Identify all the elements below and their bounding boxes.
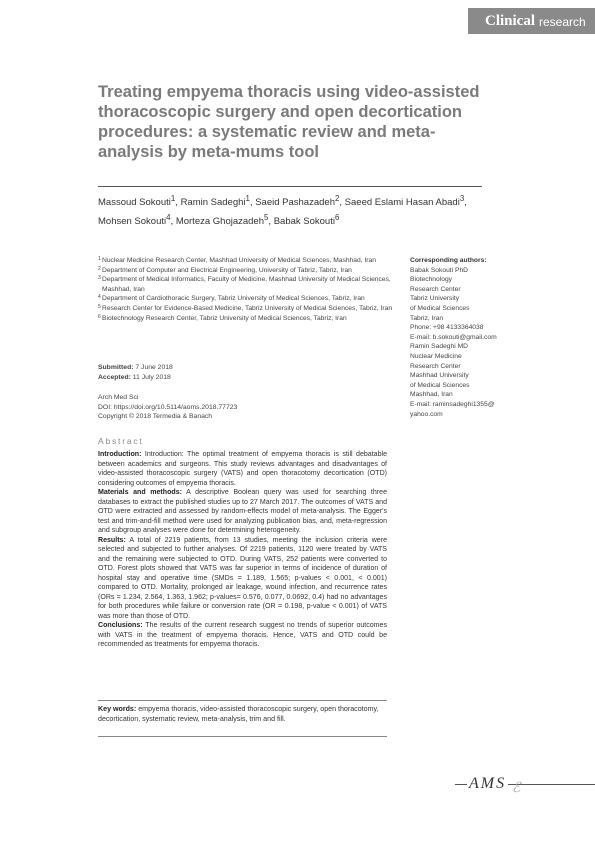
title-divider [98,186,482,187]
corresponding-line: Research Center [410,362,461,370]
abstract-section-introduction: Introduction: Introduction: The optimal treatment of empyema thoracis is still debatable between academics and surgeons. This study reviews advantages and disadvantages of video-assisted thoracoscopic surgery (VATS) and open thoracotomy decortication (OTD) considering outcomes of empyema thoracis. [98,451,387,487]
ams-logo-mark-icon: ℰ [512,781,521,796]
abstract-section-conclusions: Conclusions: The results of the current research suggest no trends of superior outcomes with VATS in the treatment of empyema thoracis. Hence, VATS and OTD could be recommended as treatments for empyema thoracis. [98,622,387,648]
abstract-heading: Abstract [98,436,144,446]
ams-logo: AMS [469,775,507,792]
corresponding-line: of Medical Sciences [410,304,470,312]
accepted-date: Accepted: 11 July 2018 [98,374,171,381]
affiliation-item: 2 Department of Computer and Electrical Engineering, University of Tabriz, Tabriz, Iran [98,265,352,274]
author: Saeed Eslami Hasan Abadi$^3$ [344,194,465,209]
corresponding-line: Biotechnology [410,276,453,284]
corresponding-line: Babak Sokouti PhD [410,266,468,274]
author: Babak Sokouti$^6$ [273,213,340,228]
abstract-body [98,450,387,650]
author: Massoud Sokouti$^1$ [98,194,176,209]
keywords-label: Key words: [98,705,137,713]
copyright: Copyright © 2018 Termedia & Banach [98,413,213,421]
corresponding-line: Ramin Sadeghi MD [410,343,468,351]
affiliations [98,256,398,323]
affiliation-item: 5 Research Center for Evidence-Based Medicine, Tabriz University of Medical Sciences, Tabriz, Iran [98,303,393,312]
author: Ramin Sadeghi$^1$ [180,194,250,209]
corresponding-line: Tabriz, Iran [410,314,444,322]
author: Mohsen Sokouti$^4$ [98,213,171,228]
keywords-divider-top [98,700,387,701]
section-label-research: research [539,15,586,29]
keywords-divider-bottom [98,736,387,737]
section-label-clinical: Clinical [485,13,536,29]
corresponding-line: Phone: +98 4133364038 [410,324,484,332]
journal-name: Arch Med Sci [98,394,139,401]
corresponding-authors [410,256,520,419]
doi-link[interactable]: DOI: https://doi.org/10.5114/aoms.2018.77723 [98,403,238,411]
corresponding-heading: Corresponding authors: [410,257,487,264]
affiliation-item: 3 Department of Medical Informatics, Faculty of Medicine, Mashhad University of Medical Sciences, Mashhad, Iran [98,275,391,293]
affiliation-item: 4 Department of Cardiothoracic Surgery, Tabriz University of Medical Sciences, Tabriz, Iran [98,294,365,303]
keywords [98,704,388,724]
author-list: Massoud Sokouti$^1$, Ramin Sadeghi$^1$, Saeid Pashazadeh$^2$, Saeed Eslami Hasan Abadi$^3$, Mohsen Sokouti$^4$, Morteza Ghojazadeh$^5$, Babak Sokouti$^6$ [98,194,467,228]
abstract-section-results: Results: A total of 2219 patients, from 13 studies, meeting the inclusion criteria were selected and subjected to further analyses. Of 2219 patients, 1120 were treated by VATS and the remaining were subjected to OTD. During VATS, 252 patients were converted to OTD. Forest plots showed that VATS was far superior in terms of incidence of duration of hospital stay and operative time (SMDs = 1.189, 1.565; p-values < 0.001, < 0.001) compared to OTD. Mortality, prolonged air leakage, wound infection, and recurrence rates (ORs = 1.234, 2.564, 1.363, 1.962; p-values= 0.576, 0.077, 0.0692, 0.4) had no advantages for both procedures while failure or conversion rate (OR = 0.198, p-value < 0.001) of VATS was more than those of OTD. [98,536,387,620]
corresponding-line: Nuclear Medicine [410,352,462,360]
submitted-date: Submitted: 7 June 2018 [98,364,173,371]
author: Saeid Pashazadeh$^2$ [255,194,340,209]
author: Morteza Ghojazadeh$^5$ [175,213,269,228]
corresponding-email[interactable]: E-mail: b.sokouti@gmail.com [410,333,497,341]
submission-dates [98,363,173,383]
corresponding-line: Tabriz University [410,295,460,303]
corresponding-line: yahoo.com [410,410,443,418]
corresponding-line: Research Center [410,285,461,293]
article-title: Treating empyema thoracis using video-assisted thoracoscopic surgery and open decortication procedures: a systematic review and meta-analysis by meta-mums tool [98,83,480,161]
corresponding-line: Mashhad, Iran [410,391,453,399]
section-tab [468,8,595,34]
affiliation-item: 1 Nuclear Medicine Research Center, Mashhad University of Medical Sciences, Mashhad, Iran [98,256,376,264]
article-meta [98,393,237,422]
corresponding-email[interactable]: E-mail: raminsadeghi1355@ [410,400,495,408]
affiliation-item: 6 Biotechnology Research Center, Tabriz University of Medical Sciences, Tabriz, Iran [98,313,347,322]
keywords-text: empyema thoracis, video-assisted thoracoscopic surgery, open thoracotomy, decortication, systematic review, meta-analysis, trim and fill. [98,705,379,723]
corresponding-line: of Medical Sciences [410,381,470,389]
corresponding-line: Mashhad University [410,372,469,380]
abstract-section-methods: Materials and methods: A descriptive Boolean query was used for searching three databases to extract the published studies up to 27 March 2017. The outcomes of VATS and OTD were extracted and assessed by random-effects model of meta-analysis. The Egger's test and trim-and-fill method were used for analyzing publication bias, and, meta-regression and subgroup analyses were done for determining heterogeneity. [98,489,387,534]
